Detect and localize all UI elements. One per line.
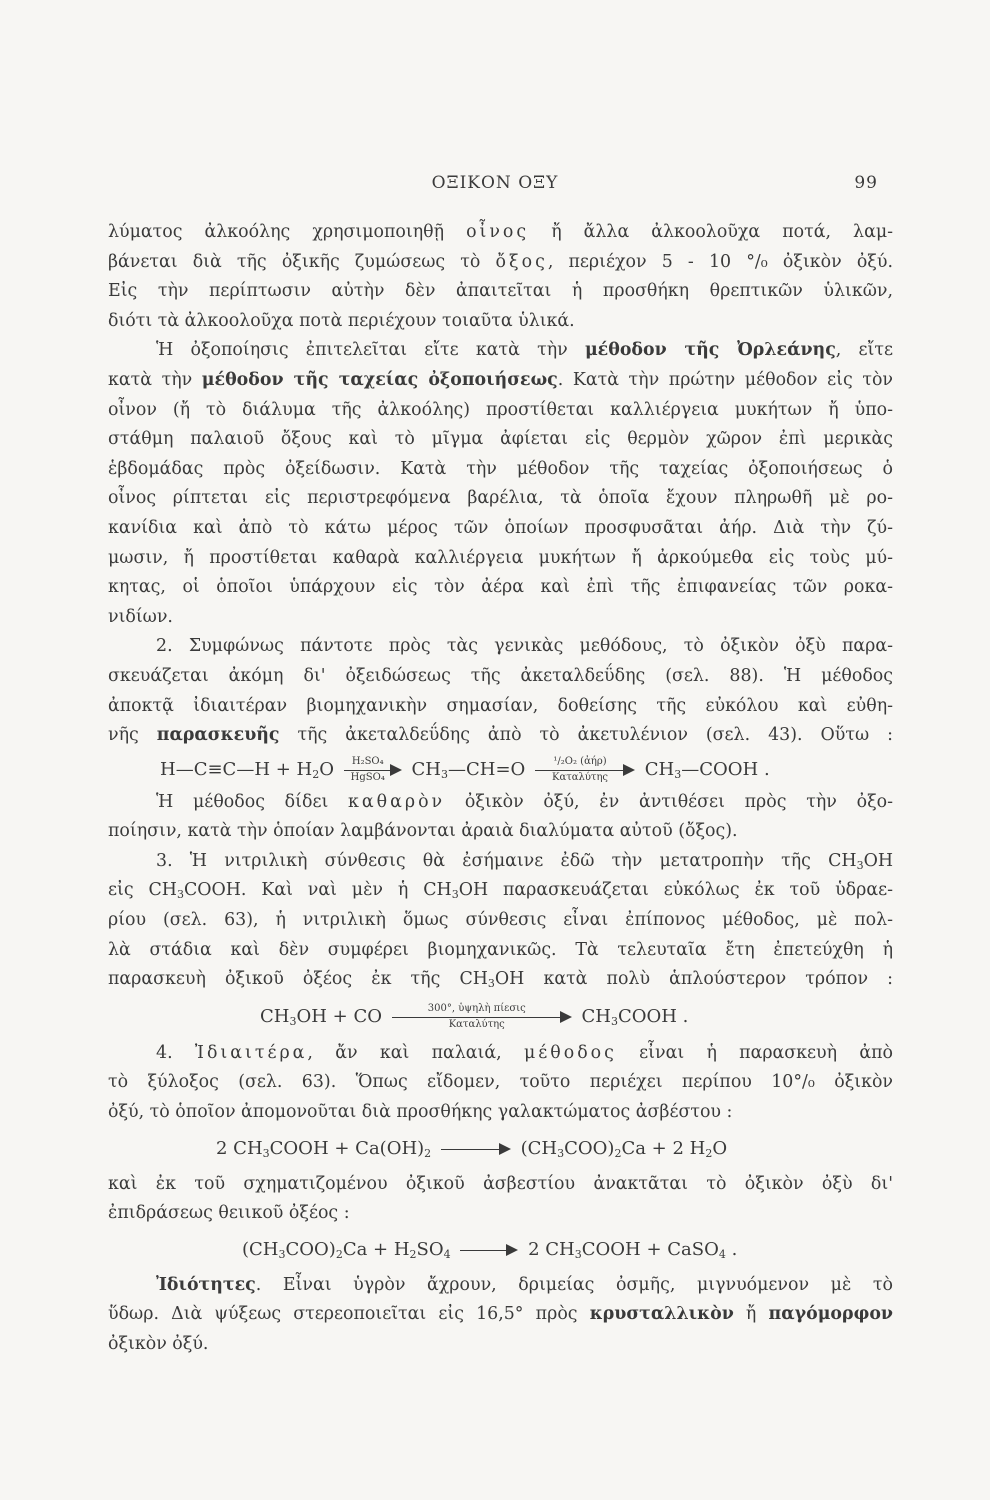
text-line: ἑβδομάδας πρὸς ὀξείδωσιν. Κατὰ τὴν μέθοδον τῆς ταχείας ὀξοποιήσεως ὁ (108, 458, 893, 479)
equation-sulfuric: $(CH_3COO)_2Ca + H_2SO_4$ 2 $CH_3COOH$ + CaSO$_4$ . (108, 1229, 893, 1271)
text-line: διότι τὰ ἀλκοολοῦχα ποτὰ περιέχουν τοιαῦτα ὑλικά. (108, 310, 575, 331)
text-line: οἶνος ρίπτεται εἰς περιστρεφόμενα βαρέλια, τὰ ὁποῖα ἔχουν πληρωθῆ μὲ ρο- (108, 488, 893, 509)
text-line: κανίδια καὶ ἀπὸ τὸ κάτω μέρος τῶν ὁποίων προσφυσᾶται ἀήρ. Διὰ τὴν ζύ- (108, 517, 893, 538)
text-line: κατὰ τὴν μέθοδον τῆς ταχείας ὀξοποιήσεως. Κατὰ τὴν πρώτην μέθοδον εἰς τὸν (108, 369, 893, 390)
text-line: Εἰς τὴν περίπτωσιν αὐτὴν δὲν ἀπαιτεῖται ἡ προσθήκη θρεπτικῶν ὑλικῶν, (108, 281, 893, 302)
body-text (108, 218, 893, 1360)
text-line: 3. Ἡ νιτριλικὴ σύνθεσις θὰ ἐσήμαινε ἐδῶ τὴν μετατροπὴν τῆς $CH_3OH$ (156, 850, 893, 872)
page-number: 99 (854, 173, 878, 193)
reaction-arrow: H₂SO₄ HgSO₄ (344, 755, 402, 785)
text-line: βάνεται διὰ τῆς ὀξικῆς ζυμώσεως τὸ ὄξος, περιέχον 5 - 10 °/₀ ὀξικὸν ὀξύ. (108, 251, 893, 272)
text-line: Ἡ μέθοδος δίδει καθαρὸν ὀξικὸν ὀξύ, ἐν ἀντιθέσει πρὸς τὴν ὀξο- (156, 791, 893, 812)
text-line: 4. Ἰδιαιτέρα, ἄν καὶ παλαιά, μέθοδος εἶναι ἡ παρασκευὴ ἀπὸ (156, 1042, 893, 1063)
text-line: νιδίων. (108, 606, 173, 627)
text-line: 2. Συμφώνως πάντοτε πρὸς τὰς γενικὰς μεθόδους, τὸ ὀξικὸν ὀξὺ παρα- (156, 636, 893, 657)
running-title: ΟΞΙΚΟΝ ΟΞΥ (431, 173, 559, 193)
reaction-arrow: ¹/₂O₂ (ἀήρ) Καταλύτης (535, 755, 635, 785)
reaction-arrow: 300°, ὑψηλὴ πίεσις Καταλύτης (392, 1002, 572, 1032)
text-line: ἀποκτᾷ ἰδιαιτέραν βιομηχανικὴν σημασίαν, δοθείσης τῆς εὐκόλου καὶ εὐθη- (108, 695, 893, 716)
text-line: Ἡ ὀξοποίησις ἐπιτελεῖται εἴτε κατὰ τὴν μέθοδον τῆς Ὀρλεάνης, εἴτε (156, 340, 893, 361)
equation-calcium-acetate: 2 $CH_3COOH + Ca(OH)_2$ $(CH_3COO)_2Ca + 2$ $H_2O$ (108, 1128, 893, 1170)
text-line: κητας, οἱ ὁποῖοι ὑπάρχουν εἰς τὸν ἀέρα καὶ ἐπὶ τῆς ἐπιφανείας τῶν ροκα- (108, 577, 893, 598)
text-line: οἶνον (ἤ τὸ διάλυμα τῆς ἀλκοόλης) προστίθεται καλλιέργεια μυκήτων ἤ ὑπο- (108, 399, 893, 420)
reaction-arrow (460, 1235, 518, 1265)
text-line: παρασκευὴ ὀξικοῦ ὀξέος ἐκ τῆς $CH_3OH$ κατὰ πολὺ ἁπλούστερον τρόπον : (108, 969, 893, 991)
text-line: μωσιν, ἤ προστίθεται καθαρὰ καλλιέργεια μυκήτων ἤ ἀρκούμεθα εἰς τοὺς μύ- (108, 547, 893, 568)
text-line: λύματος ἀλκοόλης χρησιμοποιηθῇ οἶνος ἤ ἄλλα ἀλκοολοῦχα ποτά, λαμ- (108, 222, 893, 242)
text-line: εἰς $CH_3COOH$. Καὶ ναὶ μὲν ἡ $CH_3OH$ παρασκευάζεται εὐκόλως ἐκ τοῦ ὑδραε- (108, 880, 893, 902)
text-line: ὀξύ, τὸ ὁποῖον ἀπομονοῦται διὰ προσθήκης γαλακτώματος ἀσβέστου : (108, 1102, 733, 1123)
text-line: στάθμη παλαιοῦ ὄξους καὶ τὸ μῖγμα ἀφίεται εἰς θερμὸν χῶρον ἐπὶ μερικὰς (108, 429, 893, 450)
text-line: ἐπιδράσεως θειικοῦ ὀξέος : (108, 1203, 350, 1224)
equation-methanol: $CH_3OH$ + CO 300°, ὑψηλὴ πίεσις Καταλύτης $CH_3COOH$ . (260, 1002, 689, 1030)
reaction-arrow (441, 1134, 511, 1164)
text-line: ποίησιν, κατὰ τὴν ὁποίαν λαμβάνονται ἀραιὰ διαλύματα αὐτοῦ (ὄξος). (108, 821, 738, 842)
running-header (0, 173, 990, 199)
equation-acetylene: H—C≡C—H + $H_2O$ H₂SO₄ HgSO₄ $CH_3—CH=O$ ¹/₂O₂ (ἀήρ) Καταλύτης $CH_3—COOH$ . (160, 755, 770, 783)
text-line: νῆς παρασκευῆς τῆς ἀκεταλδεΰδης ἀπὸ τὸ ἀκετυλένιον (σελ. 43). Οὕτω : (108, 725, 893, 746)
text-line: Ἰδιότητες. Εἶναι ὑγρὸν ἄχρουν, δριμείας ὀσμῆς, μιγνυόμενον μὲ τὸ (156, 1274, 893, 1295)
text-line: ρίου (σελ. 63), ἡ νιτριλικὴ ὅμως σύνθεσις εἶναι ἐπίπονος μέθοδος, μὲ πολ- (108, 910, 893, 931)
text-line: καὶ ἐκ τοῦ σχηματιζομένου ὀξικοῦ ἀσβεστίου ἀνακτᾶται τὸ ὀξικὸν ὀξὺ δι' (108, 1173, 893, 1194)
text-line: λὰ στάδια καὶ δὲν συμφέρει βιομηχανικῶς. Τὰ τελευταῖα ἔτη ἐπετεύχθη ἡ (108, 939, 893, 960)
text-line: σκευάζεται ἀκόμη δι' ὀξειδώσεως τῆς ἀκεταλδεΰδης (σελ. 88). Ἡ μέθοδος (108, 665, 893, 686)
text-line: τὸ ξύλοξος (σελ. 63). Ὅπως εἴδομεν, τοῦτο περιέχει περίπου 10°/₀ ὀξικὸν (108, 1072, 893, 1093)
text-line: ὕδωρ. Διὰ ψύξεως στερεοποιεῖται εἰς 16,5° πρὸς κρυσταλλικὸν ἤ παγόμορφον (108, 1304, 893, 1325)
text-line: ὀξικὸν ὀξύ. (108, 1334, 209, 1354)
